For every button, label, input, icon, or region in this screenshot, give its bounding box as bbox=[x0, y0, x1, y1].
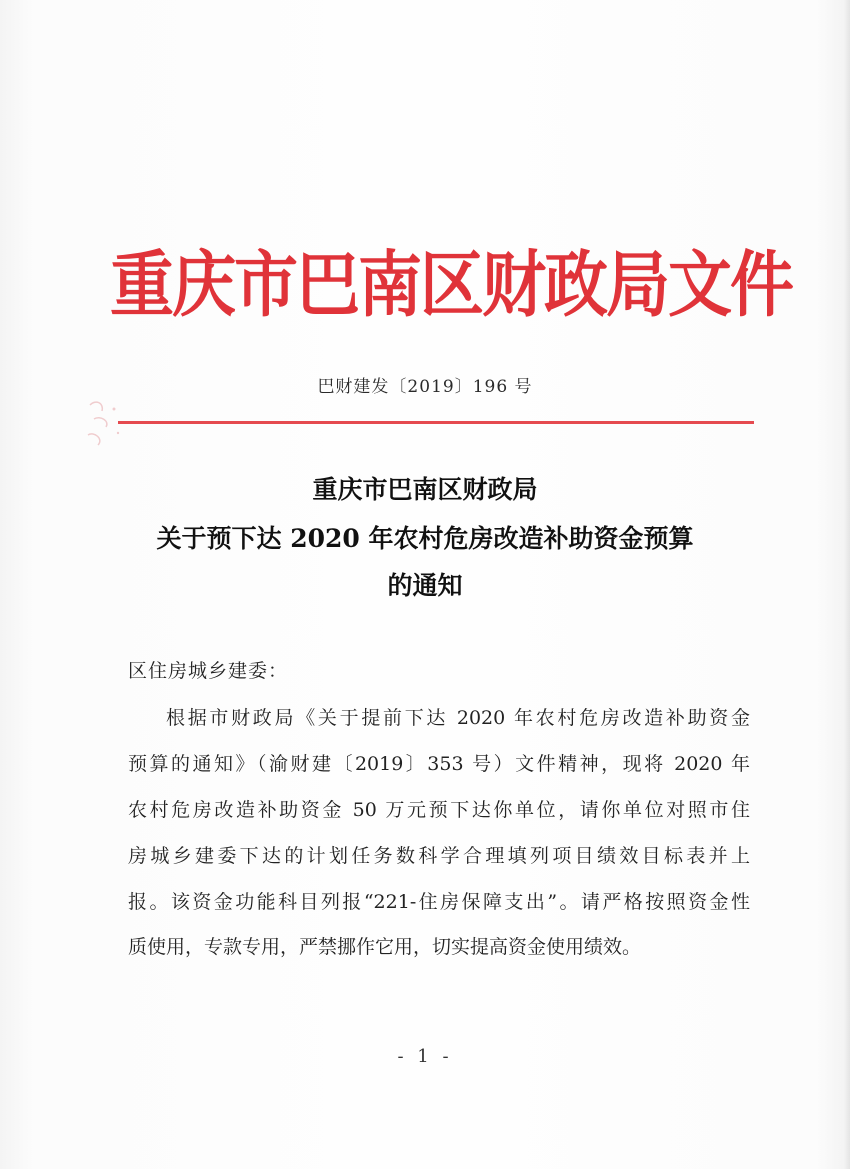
masthead-title: 重庆市巴南区财政局文件 bbox=[110, 244, 792, 328]
page-number: - 1 - bbox=[397, 1046, 453, 1067]
faded-stamp-mark bbox=[84, 395, 128, 453]
document-number: 巴财建发〔2019〕196 号 bbox=[317, 377, 533, 397]
body-line-4: 房城乡建委下达的计划任务数科学合理填列项目绩效目标表并上 bbox=[128, 845, 750, 867]
body-line-2: 预算的通知》（渝财建〔2019〕353 号）文件精神，现将 2020 年 bbox=[128, 753, 750, 775]
title-line-1: 重庆市巴南区财政局 bbox=[312, 475, 538, 504]
body-line-5: 报。该资金功能科目列报“221-住房保障支出”。请严格按照资金性 bbox=[128, 891, 750, 913]
body-line-6: 质使用，专款专用，严禁挪作它用，切实提高资金使用绩效。 bbox=[128, 936, 642, 958]
title-line-3: 的通知 bbox=[387, 571, 463, 600]
title-line-2: 关于预下达 2020 年农村危房改造补助资金预算 bbox=[156, 524, 694, 553]
salutation: 区住房城乡建委： bbox=[128, 660, 289, 682]
body-line-3: 农村危房改造补助资金 50 万元预下达你单位，请你单位对照市住 bbox=[128, 799, 750, 821]
body-line-1: 根据市财政局《关于提前下达 2020 年农村危房改造补助资金 bbox=[166, 707, 750, 729]
red-divider-line bbox=[118, 421, 754, 424]
scan-edge-shadow bbox=[844, 0, 850, 1169]
